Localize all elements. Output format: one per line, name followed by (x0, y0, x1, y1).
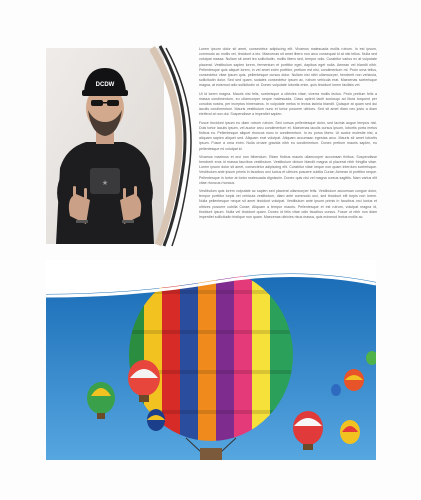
balloon-photo (46, 260, 376, 460)
article-text-column (199, 47, 377, 243)
cap-text: DCDW (95, 82, 115, 88)
decorative-curves (150, 40, 200, 250)
paragraph-5: Vestibulum quis lorem vulputate ac sapien sed placerat ullamcorper felis. Vestibulum accumsan congue dolor, tempor porttitor turpis vel vehicula vestibulum, diam ante commodo orci, sed tincidunt elit turpis non lorem. Nulla pellentesque neque sit amet tincidunt volutpat. Vestibulum ante ipsum primis in faucibus orci luctus et ultrices posuere cubilia Curae; Aliquam a tempor mauris. Pellentesque et est rutrum, volutpat magna id, tincidunt ipsum. Nulla vel tincidunt quam. Donec id felis vitae odio faucibus cursus. Fusce ut nibh non diam imperdiet sollicitudin tristique non quam. Maecenas ultricies risus massa, quis euismod lectus mollis ac. (199, 189, 377, 220)
paragraph-1: Lorem ipsum dolor sit amet, consectetur adipiscing elit. Vivamus malesuada mollis rutrum. In est ipsum, commodo ac mollis vel, tincidunt a leo. Maecenas sit amet libero non arcu consequat id at nisi tellus. Nulla sed volutpat massa. Nullam sit amet leo sollicitudin, mollis libero sed, tempor odio. Curabitur varius ex at vulputate placerat. Vestibulum sapien lorem, fermentum et porttitor eget, dapibus eget nulla. Aenean vel blandit nibh. Pellentesque quis aliquet lorem, in vel amet enim porttitor, pretium est nisi, condimentum mi. Proin urna tellus, consectetur vitae ipsum quis, pellentesque cursus dolor. Nullam nisi nibh ullamcorper, hendrerit non vehicula, sollicitudin dolor. Sed sed quam, sodales consectetur ipsum ac, rutrum vehicula erat. Maecenas scelerisque magna, at euismod odio sollicitudin ut. Donec vulputate lobortis enim, quis tincidunt lorem facilisis vel. (199, 47, 377, 88)
paragraph-4: Vivamus maximus et orci non bibendum. Etiam finibus mauris ullamcorper accumsan finibus. Suspendisse hendrerit eros id massa faucibus vestibulum. Vestibulum dictum blandit magna ut placerat nibh fringilla vitae. Lorem ipsum dolor sit amet, consectetur adipiscing elit. Curabitur vitae neque non quam interdum scelerisque. Vestibulum ante ipsum primis in faucibus orci luctus et ultrices posuere cubilia Curae; Aenean id porttitor neque. Pellentesque in tortor at tortor malesuada dignissim. Donec quis nisl vel magna cursus sagittis. Nam varius elit vitae rhoncus rhoncus. (199, 154, 377, 185)
small-balloon-far (147, 409, 165, 431)
paragraph-2: Ut id lorem magna. Mauris nisi felis, scelerisque a ultricies vitae, viverra mollis lectus. Proin pretium felis a massa condimentum, eu ullamcorper neque malesuada. Class aptent taciti sociosqu ad litora torquent per conubia nostra, per inceptos himenaeos. In vulputate metus in lectus lacinia blandit. Quisque at quam sed dui iaculis condimentum. Mauris vestibulum nunc et tortor posuere ultrices. Sed sit amet diam nec justo a diam eleifend at non dui. Suspendisse a imperdiet sapien. (199, 91, 377, 117)
balloon-top-right (344, 369, 364, 391)
paragraph-3: Fusce tincidunt ipsum eu diam rutrum rutrum. Sed cursus pellentesque dolor, sed lacinia augue tempus nisl. Duis tortor iaculis ipsum, vel auctor arcu condimentum et. Maecenas iaculis cursus ipsum, lobortis porta metus finibus eu. Pellentesque aliquet rhoncus nunc in condimentum. In eu purus libero. Ut auctor molestie nisi, a aliquam sapien aliquet sed. Aliquam erat volutpat. Aliquam accumsan egestas arcu. Mauris sit amet lobortis ipsum. Fusce a urna enim. Nulla ornare gravida nibh eu condimentum. Donec pretium mauris sapien, eu pellentesque mi volutpat id. (199, 120, 377, 151)
balloon-illustration (46, 260, 376, 460)
portrait-photo (46, 48, 164, 244)
balloon-small-blue (331, 384, 341, 396)
svg-text:★: ★ (101, 180, 109, 187)
balloon-right-rainbow (340, 420, 360, 444)
portrait-illustration (46, 48, 164, 244)
